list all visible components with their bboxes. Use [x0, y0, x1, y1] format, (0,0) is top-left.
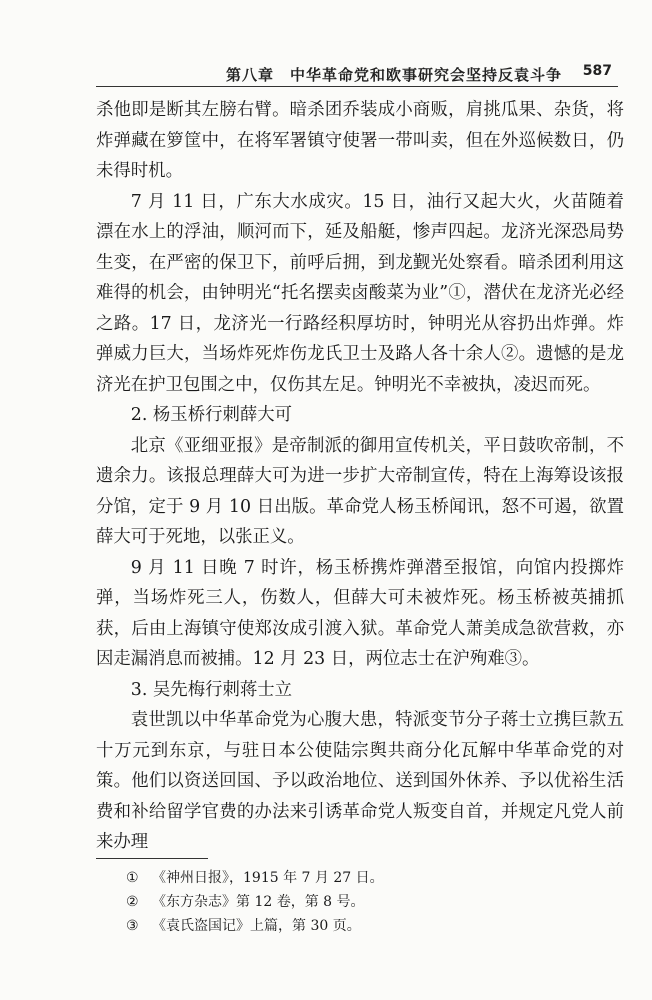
section-heading-yang-yuqiao: 2. 杨玉桥行刺薛大可	[130, 405, 293, 425]
footnote-item	[126, 914, 384, 938]
paragraph-bombing: 9 月 11 日晚 7 时许，杨玉桥携炸弹潜至报馆，向馆内投掷炸弹，当场炸死三人，伤数人，但薛大可未被炸死。杨玉桥被英捕抓获，后由上海镇守使郑汝成引渡入狱。革命党人萧美成急欲营救，亦因走漏消息而被捕。12 月 23 日，两位志士在沪殉难③。	[96, 557, 624, 669]
footnote-marker: ③	[126, 918, 139, 934]
footnote-marker: ①	[126, 870, 139, 886]
running-header	[96, 62, 618, 88]
chapter-title: 第八章 中华革命党和欧事研究会坚持反袁斗争	[226, 66, 563, 84]
footnotes	[126, 866, 384, 938]
footnote-text: 《神州日报》，1915 年 7 月 27 日。	[152, 870, 384, 886]
paragraph-continued: 杀他即是断其左膀右臂。暗杀团乔装成小商贩，肩挑瓜果、杂货，将炸弹藏在箩筐中，在将军署镇守使署一带叫卖，但在外巡候数日，仍未得时机。	[96, 100, 624, 181]
header-rule	[96, 86, 618, 87]
paragraph-yuan-shikai: 袁世凯以中华革命党为心腹大患，特派变节分子蒋士立携巨款五十万元到东京，与驻日本公使陆宗舆共商分化瓦解中华革命党的对策。他们以资送回国、予以政治地位、送到国外休养、予以优裕生活费和补给留学官费的办法来引诱革命党人叛变自首，并规定凡党人前来办理	[96, 710, 624, 852]
footnote-marker: ②	[126, 894, 139, 910]
footnote-item	[126, 866, 384, 890]
page-number: 587	[582, 63, 612, 79]
paragraph-long-jiguang-assassination: 7 月 11 日，广东大水成灾。15 日，油行又起大火，火苗随着漂在水上的浮油，顺河而下，延及船艇，惨声四起。龙济光深恐局势生变，在严密的保卫下，前呼后拥，到龙觐光处察看。暗杀团利用这难得的机会，由钟明光“托名摆卖卤酸菜为业”①，潜伏在龙济光必经之路。17 日，龙济光一行路经积厚坊时，钟明光从容扔出炸弹。炸弹威力巨大，当场炸死炸伤龙氏卫士及路人各十余人②。遗憾的是龙济光在护卫包围之中，仅伤其左足。钟明光不幸被执，凌迟而死。	[96, 191, 624, 395]
footnote-rule	[96, 858, 208, 859]
paragraph-asia-daily: 北京《亚细亚报》是帝制派的御用宣传机关，平日鼓吹帝制，不遗余力。该报总理薛大可为进一步扩大帝制宣传，特在上海筹设该报分馆，定于 9 月 10 日出版。革命党人杨玉桥闻讯，怒不可遏，欲置薛大可于死地，以张正义。	[96, 435, 624, 547]
body-text	[96, 95, 624, 858]
footnote-text: 《东方杂志》第 12 卷，第 8 号。	[152, 894, 365, 910]
footnote-item	[126, 890, 384, 914]
footnote-text: 《袁氏盗国记》上篇，第 30 页。	[152, 918, 361, 934]
section-heading-wu-xianmei: 3. 吴先梅行刺蒋士立	[130, 679, 293, 700]
